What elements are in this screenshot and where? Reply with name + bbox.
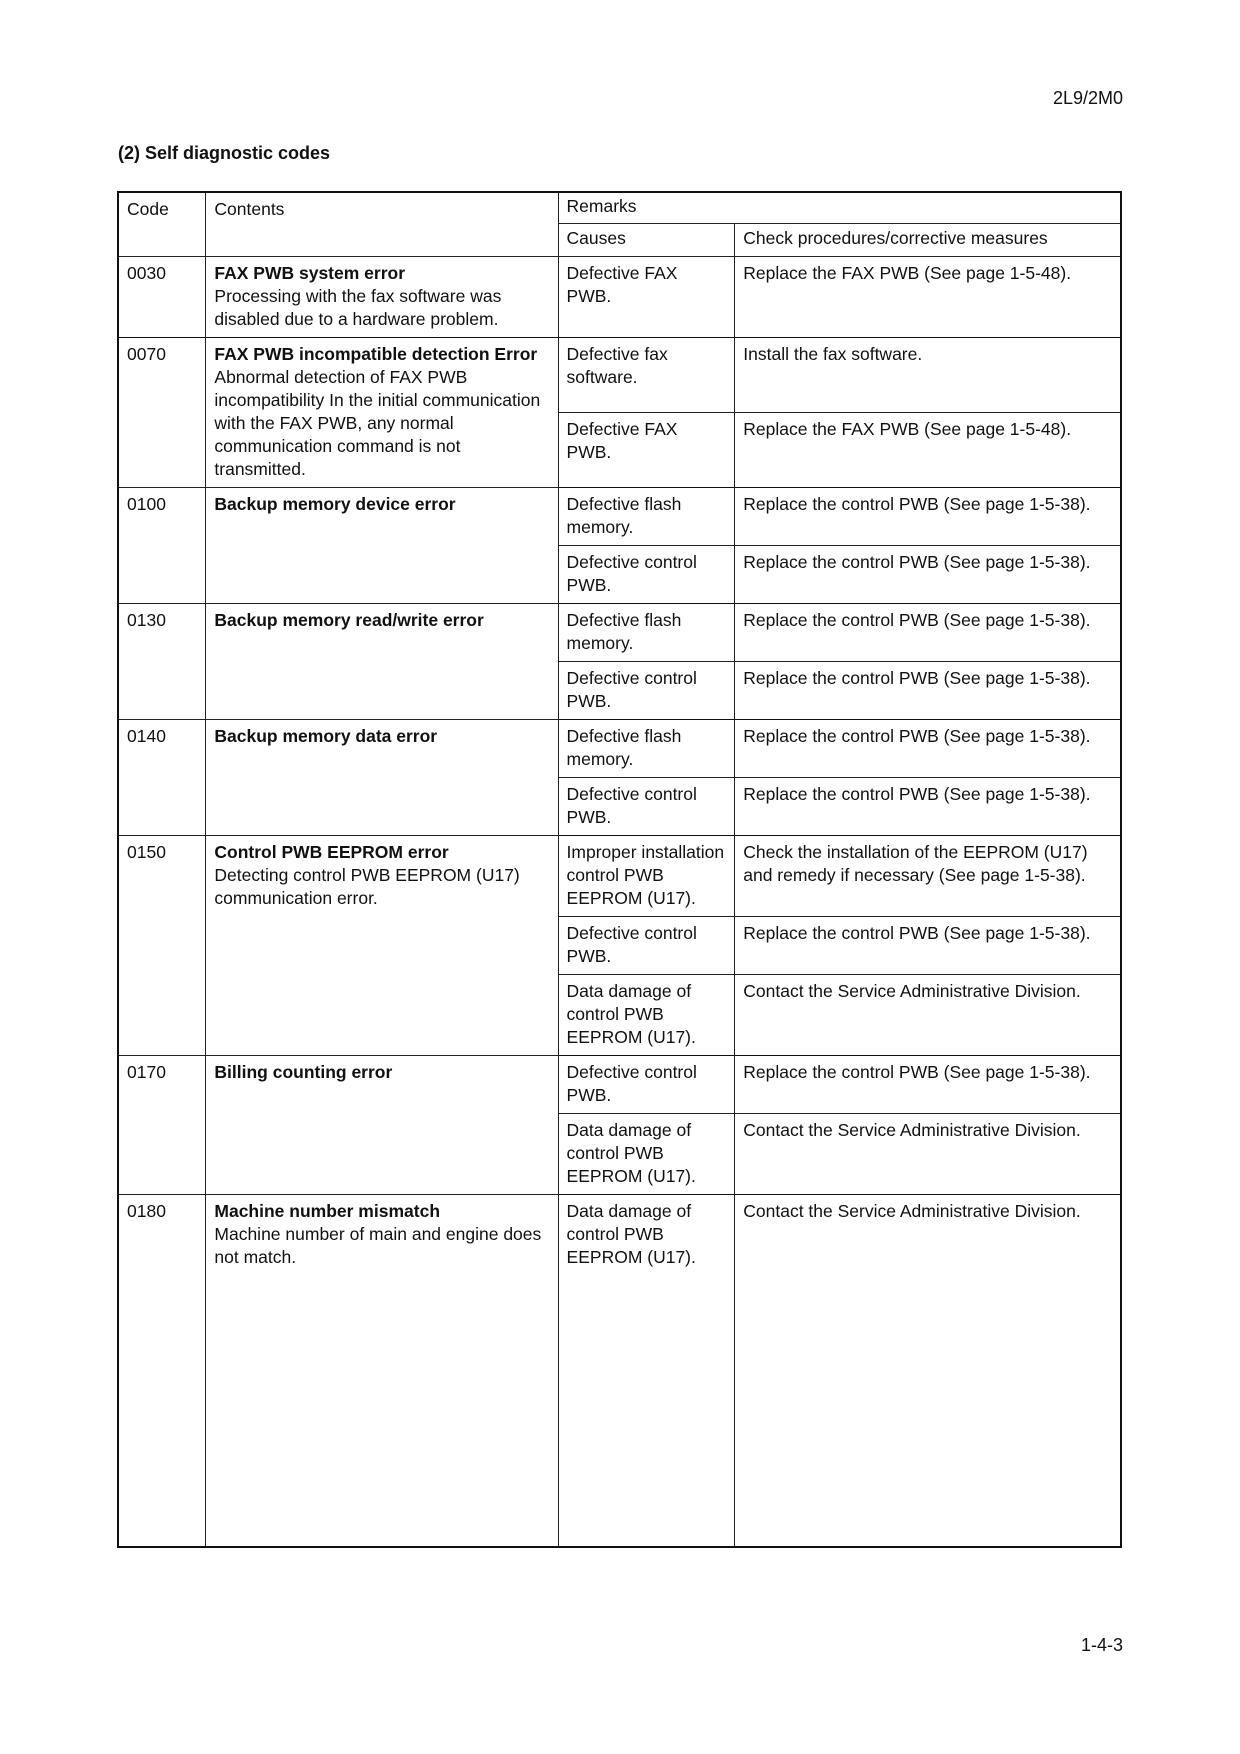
error-contents: [206, 1056, 558, 1195]
error-code: 0170: [118, 1056, 206, 1195]
cause-cell: Defective control PWB.: [558, 778, 735, 836]
error-code: 0070: [118, 338, 206, 488]
error-code: 0150: [118, 836, 206, 1056]
cause-cell: Defective control PWB.: [558, 917, 735, 975]
error-description: Detecting control PWB EEPROM (U17) communication error.: [214, 865, 520, 908]
page-number: 1-4-3: [1080, 1635, 1123, 1655]
measure-cell: Install the fax software.: [735, 338, 1121, 413]
cause-cell: Defective flash memory.: [558, 720, 735, 778]
measure-cell: Replace the control PWB (See page 1-5-38).: [735, 662, 1121, 720]
error-contents: [206, 604, 558, 720]
error-title: Backup memory data error: [214, 726, 438, 746]
error-contents: [206, 836, 558, 1056]
error-code: 0130: [118, 604, 206, 720]
error-title: Control PWB EEPROM error: [214, 842, 449, 862]
measure-cell: Replace the FAX PWB (See page 1-5-48).: [735, 413, 1121, 488]
self-diagnostic-codes-table: [117, 191, 1122, 1548]
error-title: Backup memory device error: [214, 494, 456, 514]
cause-cell: Defective fax software.: [558, 338, 735, 413]
header-remarks: Remarks: [558, 192, 1121, 223]
cause-cell: Defective flash memory.: [558, 488, 735, 546]
cause-cell: Defective control PWB.: [558, 1056, 735, 1114]
table-row: [118, 1195, 1121, 1548]
table-row: [118, 604, 1121, 662]
measure-cell: Replace the control PWB (See page 1-5-38).: [735, 488, 1121, 546]
measure-cell: Replace the control PWB (See page 1-5-38).: [735, 604, 1121, 662]
header-measures: Check procedures/corrective measures: [735, 223, 1121, 256]
measure-cell: Check the installation of the EEPROM (U17) and remedy if necessary (See page 1-5-38).: [735, 836, 1121, 917]
table-row: [118, 338, 1121, 413]
error-contents: [206, 1195, 558, 1548]
cause-cell: Data damage of control PWB EEPROM (U17).: [558, 1195, 735, 1548]
table-row: [118, 720, 1121, 778]
error-title: Backup memory read/write error: [214, 610, 484, 630]
error-title: Billing counting error: [214, 1062, 393, 1082]
error-title: FAX PWB system error: [214, 263, 406, 283]
measure-cell: Contact the Service Administrative Division.: [735, 1195, 1121, 1548]
cause-cell: Data damage of control PWB EEPROM (U17).: [558, 1114, 735, 1195]
header-contents: Contents: [206, 192, 558, 257]
error-description: Processing with the fax software was disabled due to a hardware problem.: [214, 286, 502, 329]
measure-cell: Contact the Service Administrative Division.: [735, 975, 1121, 1056]
header-causes: Causes: [558, 223, 735, 256]
error-contents: [206, 257, 558, 338]
measure-cell: Replace the FAX PWB (See page 1-5-48).: [735, 257, 1121, 338]
error-title: FAX PWB incompatible detection Error: [214, 344, 538, 364]
table-body: [118, 257, 1121, 1548]
measure-cell: Replace the control PWB (See page 1-5-38).: [735, 546, 1121, 604]
cause-cell: Defective control PWB.: [558, 546, 735, 604]
cause-cell: Defective control PWB.: [558, 662, 735, 720]
error-description: Machine number of main and engine does not match.: [214, 1224, 542, 1267]
table-row: [118, 836, 1121, 917]
cause-cell: Data damage of control PWB EEPROM (U17).: [558, 975, 735, 1056]
cause-cell: Improper installation control PWB EEPROM (U17).: [558, 836, 735, 917]
error-code: 0140: [118, 720, 206, 836]
error-code: 0030: [118, 257, 206, 338]
error-description: Abnormal detection of FAX PWB incompatibility In the initial communication with the FAX PWB, any normal communication command is not transmitted.: [214, 367, 541, 479]
cause-cell: Defective FAX PWB.: [558, 257, 735, 338]
error-title: Machine number mismatch: [214, 1201, 441, 1221]
measure-cell: Replace the control PWB (See page 1-5-38).: [735, 1056, 1121, 1114]
measure-cell: Replace the control PWB (See page 1-5-38).: [735, 917, 1121, 975]
error-code: 0100: [118, 488, 206, 604]
cause-cell: Defective flash memory.: [558, 604, 735, 662]
error-contents: [206, 720, 558, 836]
model-number: 2L9/2M0: [1052, 88, 1123, 108]
error-code: 0180: [118, 1195, 206, 1548]
measure-cell: Contact the Service Administrative Division.: [735, 1114, 1121, 1195]
cause-cell: Defective FAX PWB.: [558, 413, 735, 488]
section-title: (2) Self diagnostic codes: [118, 143, 331, 163]
measure-cell: Replace the control PWB (See page 1-5-38).: [735, 778, 1121, 836]
error-contents: [206, 338, 558, 488]
measure-cell: Replace the control PWB (See page 1-5-38).: [735, 720, 1121, 778]
error-contents: [206, 488, 558, 604]
table-row: [118, 488, 1121, 546]
table-row: [118, 257, 1121, 338]
table-row: [118, 1056, 1121, 1114]
header-code: Code: [118, 192, 206, 257]
